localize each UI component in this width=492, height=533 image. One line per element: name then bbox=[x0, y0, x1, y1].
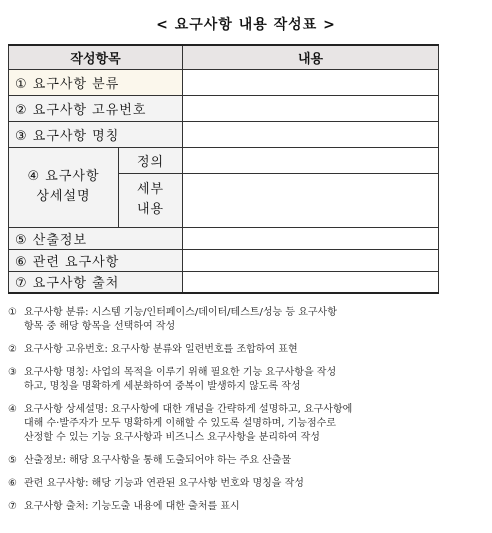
requirement-form-table bbox=[8, 44, 439, 294]
row-label-related: ⑥ 관련 요구사항 bbox=[9, 249, 183, 271]
note-item bbox=[8, 454, 486, 468]
note-line: 요구사항 상세설명: 요구사항에 대한 개념을 간략하게 설명하고, 요구사항에 bbox=[24, 404, 353, 415]
header-content: 내용 bbox=[183, 45, 439, 69]
note-number: ② bbox=[8, 344, 17, 355]
header-item: 작성항목 bbox=[9, 45, 183, 69]
table-header-row bbox=[9, 45, 439, 69]
note-line: 관련 요구사항: 해당 기능과 연관된 요구사항 번호와 명칭을 작성 bbox=[24, 478, 304, 489]
note-number: ① bbox=[8, 307, 17, 318]
row-label-classification: ① 요구사항 분류 bbox=[9, 69, 183, 95]
row-value-output[interactable] bbox=[183, 227, 439, 249]
note-number: ④ bbox=[8, 404, 17, 415]
note-line: 요구사항 출처: 기능도출 내용에 대한 출처를 표시 bbox=[24, 501, 240, 512]
note-line: 산정할 수 있는 기능 요구사항과 비즈니스 요구사항을 분리하여 작성 bbox=[24, 432, 320, 443]
row-label-definition: 정의 bbox=[119, 147, 183, 173]
row-label-unique-id: ② 요구사항 고유번호 bbox=[9, 95, 183, 121]
row-value-definition[interactable] bbox=[183, 147, 439, 173]
row-label-output: ⑤ 산출정보 bbox=[9, 227, 183, 249]
note-item bbox=[8, 306, 486, 334]
note-number: ③ bbox=[8, 367, 17, 378]
row-value-classification[interactable] bbox=[183, 69, 439, 95]
note-item bbox=[8, 343, 486, 357]
row-value-source[interactable] bbox=[183, 271, 439, 293]
note-line: 요구사항 명칭: 사업의 목적을 이루기 위해 필요한 기능 요구사항을 작성 bbox=[24, 367, 337, 378]
note-text bbox=[24, 366, 486, 394]
table-row bbox=[9, 227, 439, 249]
row-label-detail-group bbox=[9, 147, 119, 227]
row-label-name: ③ 요구사항 명칭 bbox=[9, 121, 183, 147]
note-text bbox=[24, 403, 486, 445]
table-row bbox=[9, 271, 439, 293]
note-text bbox=[24, 306, 486, 334]
explanatory-notes bbox=[8, 306, 486, 523]
note-item bbox=[8, 500, 486, 514]
detail-content-line1: 세부 bbox=[136, 182, 165, 197]
note-line: 산출정보: 해당 요구사항을 통해 도출되어야 하는 주요 산출물 bbox=[24, 455, 292, 466]
note-line: 대해 수·발주자가 모두 명확하게 이해할 수 있도록 설명하며, 기능점수로 bbox=[24, 418, 336, 429]
detail-group-line2: 상세설명 bbox=[36, 189, 91, 204]
note-text bbox=[24, 477, 486, 491]
note-item bbox=[8, 403, 486, 445]
detail-content-line2: 내용 bbox=[136, 202, 165, 217]
row-value-name[interactable] bbox=[183, 121, 439, 147]
note-line: 요구사항 고유번호: 요구사항 분류와 일련번호를 조합하여 표현 bbox=[24, 344, 298, 355]
note-line: 하고, 명칭을 명확하게 세분화하여 중복이 발생하지 않도록 작성 bbox=[24, 381, 301, 392]
note-text bbox=[24, 454, 486, 468]
note-text bbox=[24, 500, 486, 514]
document-title: < 요구사항 내용 작성표 > bbox=[156, 17, 336, 33]
table-row bbox=[9, 147, 439, 173]
note-line: 항목 중 해당 항목을 선택하여 작성 bbox=[24, 321, 176, 332]
note-text bbox=[24, 343, 486, 357]
row-value-related[interactable] bbox=[183, 249, 439, 271]
note-item bbox=[8, 477, 486, 491]
table-row bbox=[9, 95, 439, 121]
note-number: ⑥ bbox=[8, 478, 17, 489]
table-row bbox=[9, 249, 439, 271]
row-label-source: ⑦ 요구사항 출처 bbox=[9, 271, 183, 293]
note-line: 요구사항 분류: 시스템 기능/인터페이스/데이터/테스트/성능 등 요구사항 bbox=[24, 307, 337, 318]
note-number: ⑤ bbox=[8, 455, 17, 466]
row-value-unique-id[interactable] bbox=[183, 95, 439, 121]
table-row bbox=[9, 69, 439, 95]
table-row bbox=[9, 121, 439, 147]
note-number: ⑦ bbox=[8, 501, 17, 512]
row-label-detail-content bbox=[119, 173, 183, 227]
detail-group-line1: ④ 요구사항 bbox=[27, 169, 100, 184]
row-value-detail-content[interactable] bbox=[183, 173, 439, 227]
note-item bbox=[8, 366, 486, 394]
